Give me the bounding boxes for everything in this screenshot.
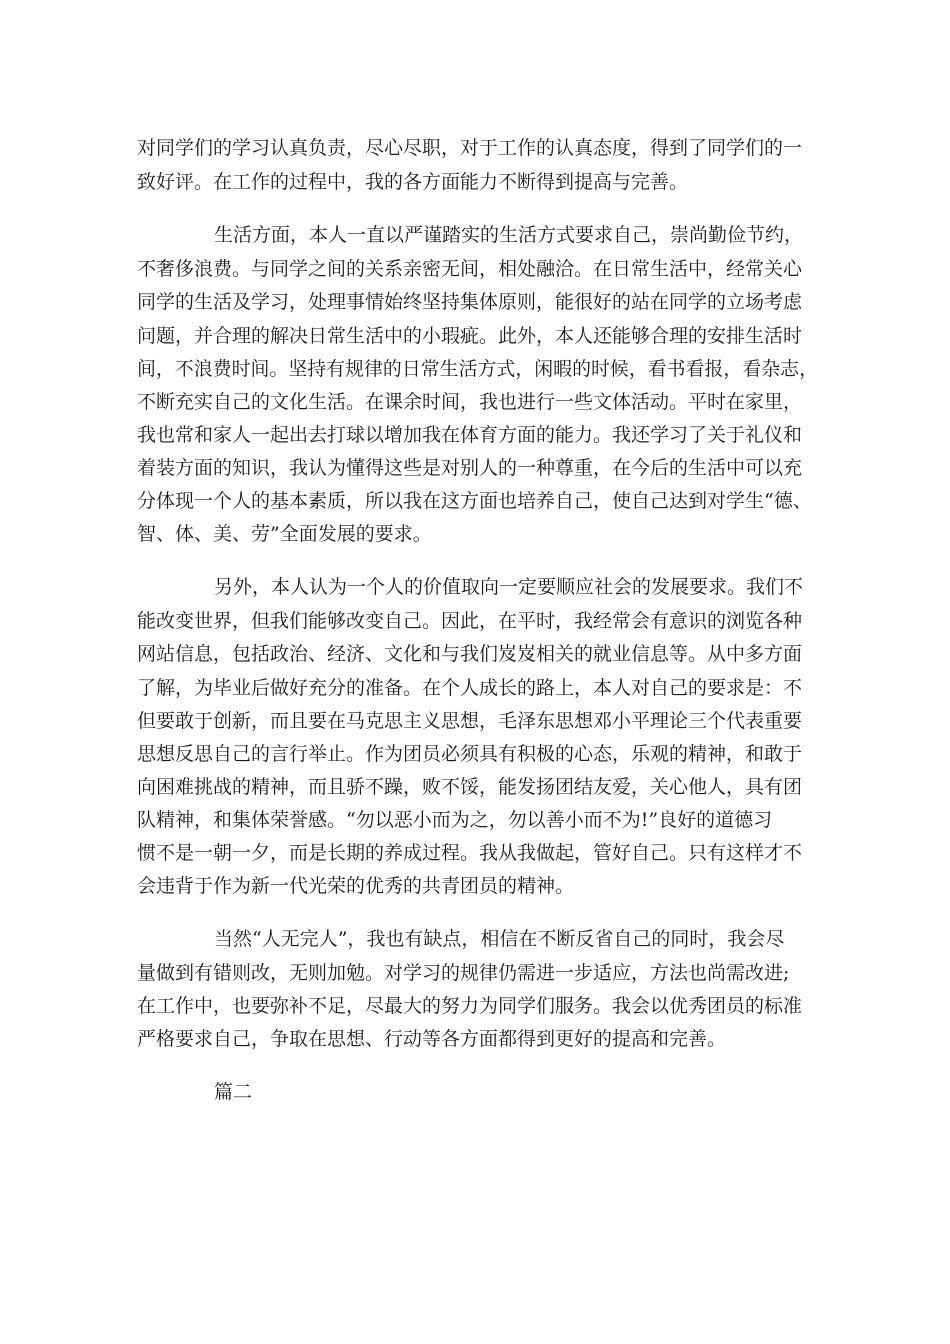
text-line: 对同学们的学习认真负责，尽心尽职，对于工作的认真态度，得到了同学们的一: [137, 137, 803, 159]
text-line: 但要敢于创新，而且要在马克思主义思想，毛泽东思想邓小平理论三个代表重要: [137, 710, 803, 732]
text-line: 队精神，和集体荣誉感。“勿以恶小而为之，勿以善小而不为!”良好的道德习: [137, 809, 773, 831]
text-line: 网站信息，包括政治、经济、文化和与我们岌岌相关的就业信息等。从中多方面: [137, 643, 803, 665]
text-line: 量做到有错则改，无则加勉。对学习的规律仍需进一步适应，方法也尚需改进;: [137, 962, 790, 984]
text-line: 不断充实自己的文化生活。在课余时间，我也进行一些文体活动。平时在家里，: [137, 391, 803, 413]
text-line: 了解，为毕业后做好充分的准备。在个人成长的路上，本人对自己的要求是：不: [137, 677, 803, 699]
text-line: 在工作中，也要弥补不足，尽最大的努力为同学们服务。我会以优秀团员的标准: [137, 995, 803, 1017]
section-heading: 篇二: [214, 1081, 253, 1103]
text-line: 智、体、美、劳”全面发展的要求。: [137, 523, 432, 545]
text-line: 思想反思自己的言行举止。作为团员必须具有积极的心态，乐观的精神，和敢于: [137, 743, 803, 765]
paragraph-first-line: 生活方面，本人一直以严谨踏实的生活方式要求自己，崇尚勤俭节约，: [214, 224, 804, 246]
text-line: 问题，并合理的解决日常生活中的小瑕疵。此外，本人还能够合理的安排生活时: [137, 325, 803, 347]
text-line: 间，不浪费时间。坚持有规律的日常生活方式，闲暇的时候，看书看报，看杂志，: [137, 358, 819, 380]
text-line: 分体现一个人的基本素质，所以我在这方面也培养自己，使自己达到对学生“德、: [137, 490, 812, 512]
text-line: 能改变世界，但我们能够改变自己。因此，在平时，我经常会有意识的浏览各种: [137, 610, 803, 632]
text-line: 向困难挑战的精神，而且骄不躁，败不馁，能发扬团结友爱，关心他人，具有团: [137, 776, 803, 798]
text-line: 惯不是一朝一夕，而是长期的养成过程。我从我做起，管好自己。只有这样才不: [137, 842, 803, 864]
text-line: 我也常和家人一起出去打球以增加我在体育方面的能力。我还学习了关于礼仪和: [137, 424, 803, 446]
paragraph-first-line: 另外，本人认为一个人的价值取向一定要顺应社会的发展要求。我们不: [214, 576, 804, 598]
text-line: 同学的生活及学习，处理事情始终坚持集体原则，能很好的站在同学的立场考虑: [137, 291, 803, 313]
text-line: 着装方面的知识，我认为懂得这些是对别人的一种尊重，在今后的生活中可以充: [137, 457, 803, 479]
paragraph-first-line: 当然“人无完人”，我也有缺点，相信在不断反省自己的同时，我会尽: [214, 928, 785, 950]
text-line: 会违背于作为新一代光荣的优秀的共青团员的精神。: [137, 875, 575, 897]
text-line: 致好评。在工作的过程中，我的各方面能力不断得到提高与完善。: [137, 171, 689, 193]
text-line: 不奢侈浪费。与同学之间的关系亲密无间，相处融洽。在日常生活中，经常关心: [137, 258, 803, 280]
text-line: 严格要求自己，争取在思想、行动等各方面都得到更好的提高和完善。: [137, 1028, 727, 1050]
